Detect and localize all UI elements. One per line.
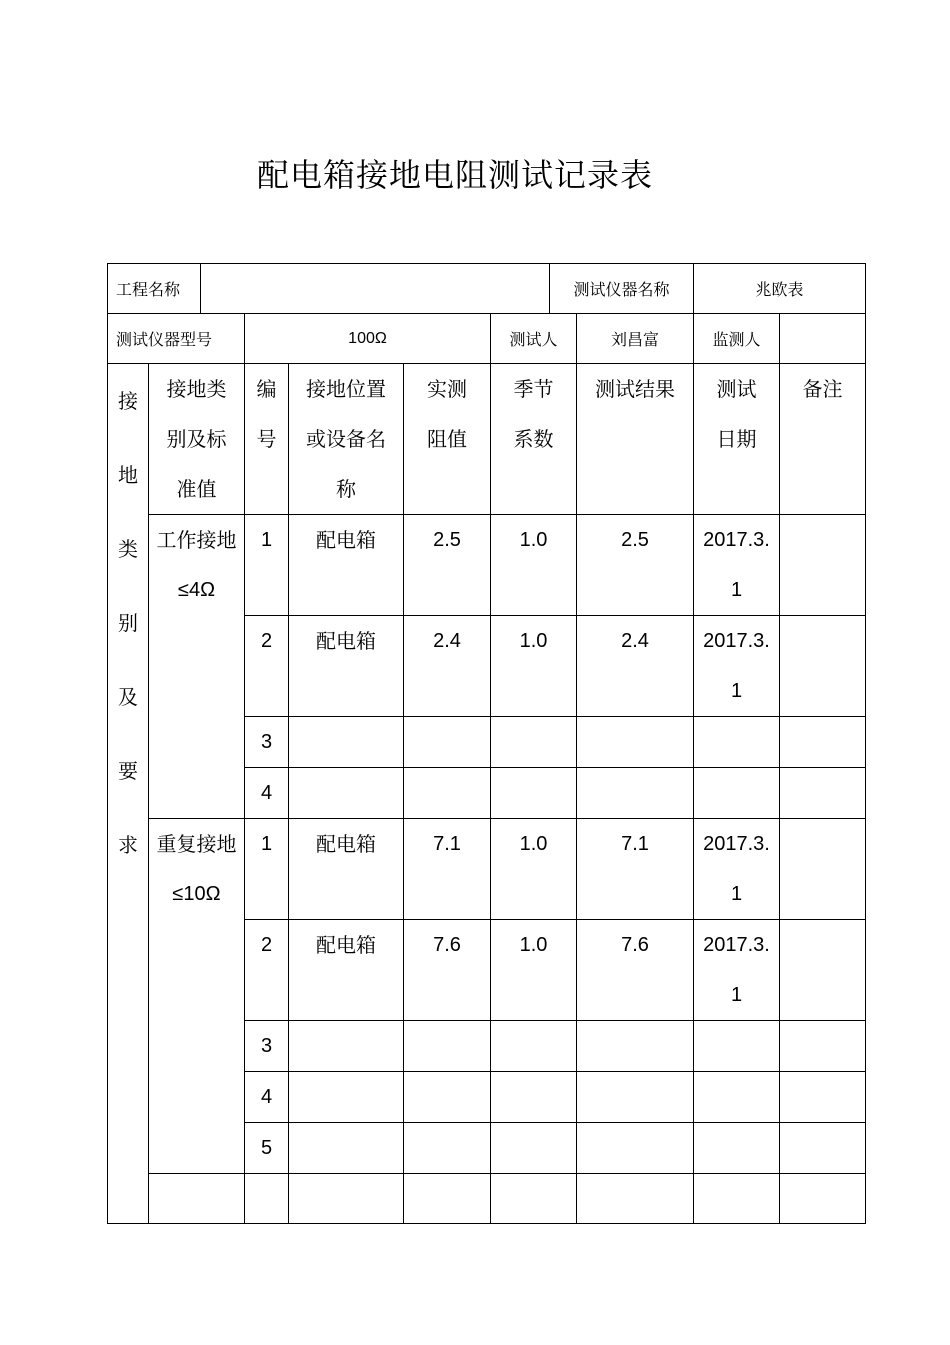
cell-location: 配电箱 — [289, 616, 404, 717]
cell-number: 3 — [245, 1021, 289, 1072]
header-row-1 — [107, 263, 866, 314]
instrument-name-label: 测试仪器名称 — [550, 264, 694, 314]
cell-number: 4 — [245, 1072, 289, 1123]
cell-location: 配电箱 — [289, 920, 404, 1021]
cell-measured: 2.5 — [404, 515, 491, 616]
cell-result: 7.6 — [577, 920, 694, 1021]
instrument-model-value: 100Ω — [245, 314, 491, 364]
side-char: 类 — [118, 537, 138, 561]
table-row-empty — [108, 1174, 866, 1224]
cell-number: 1 — [245, 515, 289, 616]
col-header-date: 测试 日期 — [694, 364, 780, 515]
cell-number: 2 — [245, 920, 289, 1021]
project-name-label: 工程名称 — [108, 264, 201, 314]
cell-location: 配电箱 — [289, 819, 404, 920]
header-row-2 — [107, 313, 866, 364]
col-header-measured: 实测 阻值 — [404, 364, 491, 515]
cell-location: 配电箱 — [289, 515, 404, 616]
col-header-remarks: 备注 — [780, 364, 866, 515]
main-table — [107, 363, 866, 1224]
side-char: 要 — [118, 759, 138, 783]
cell-coefficient: 1.0 — [491, 819, 577, 920]
cell-number: 5 — [245, 1123, 289, 1174]
project-name-value — [201, 264, 550, 314]
cell-remarks — [780, 515, 866, 616]
cell-result: 7.1 — [577, 819, 694, 920]
table-row — [108, 515, 866, 616]
monitor-label: 监测人 — [694, 314, 780, 364]
category-cell: 工作接地 ≤4Ω — [149, 515, 245, 819]
cell-remarks — [780, 920, 866, 1021]
cell-number: 2 — [245, 616, 289, 717]
cell-remarks — [780, 819, 866, 920]
side-char: 接 — [118, 389, 138, 413]
cell-remarks — [780, 616, 866, 717]
side-label — [108, 364, 149, 1224]
cell-result: 2.5 — [577, 515, 694, 616]
col-header-result: 测试结果 — [577, 364, 694, 515]
side-char: 别 — [118, 611, 138, 635]
table-row — [108, 819, 866, 920]
instrument-model-label: 测试仪器型号 — [108, 314, 245, 364]
instrument-name-value: 兆欧表 — [694, 264, 866, 314]
page-title: 配电箱接地电阻测试记录表 — [256, 156, 653, 194]
cell-measured: 7.1 — [404, 819, 491, 920]
side-char: 及 — [118, 685, 138, 709]
cell-number: 1 — [245, 819, 289, 920]
record-sheet — [107, 263, 865, 1224]
cell-result: 2.4 — [577, 616, 694, 717]
cell-number: 3 — [245, 717, 289, 768]
cell-coefficient: 1.0 — [491, 616, 577, 717]
cell-coefficient: 1.0 — [491, 920, 577, 1021]
cell-measured: 7.6 — [404, 920, 491, 1021]
col-header-number: 编 号 — [245, 364, 289, 515]
monitor-value — [780, 314, 866, 364]
tester-value: 刘昌富 — [577, 314, 694, 364]
cell-date: 2017.3. 1 — [694, 616, 780, 717]
col-header-category: 接地类 别及标 准值 — [149, 364, 245, 515]
cell-coefficient: 1.0 — [491, 515, 577, 616]
side-char: 求 — [118, 833, 138, 857]
category-cell: 重复接地 ≤10Ω — [149, 819, 245, 1174]
col-header-seasonal: 季节 系数 — [491, 364, 577, 515]
cell-date: 2017.3. 1 — [694, 515, 780, 616]
side-char: 地 — [118, 463, 138, 487]
cell-date: 2017.3. 1 — [694, 920, 780, 1021]
tester-label: 测试人 — [491, 314, 577, 364]
cell-date: 2017.3. 1 — [694, 819, 780, 920]
cell-number: 4 — [245, 768, 289, 819]
col-header-location: 接地位置 或设备名 称 — [289, 364, 404, 515]
cell-measured: 2.4 — [404, 616, 491, 717]
